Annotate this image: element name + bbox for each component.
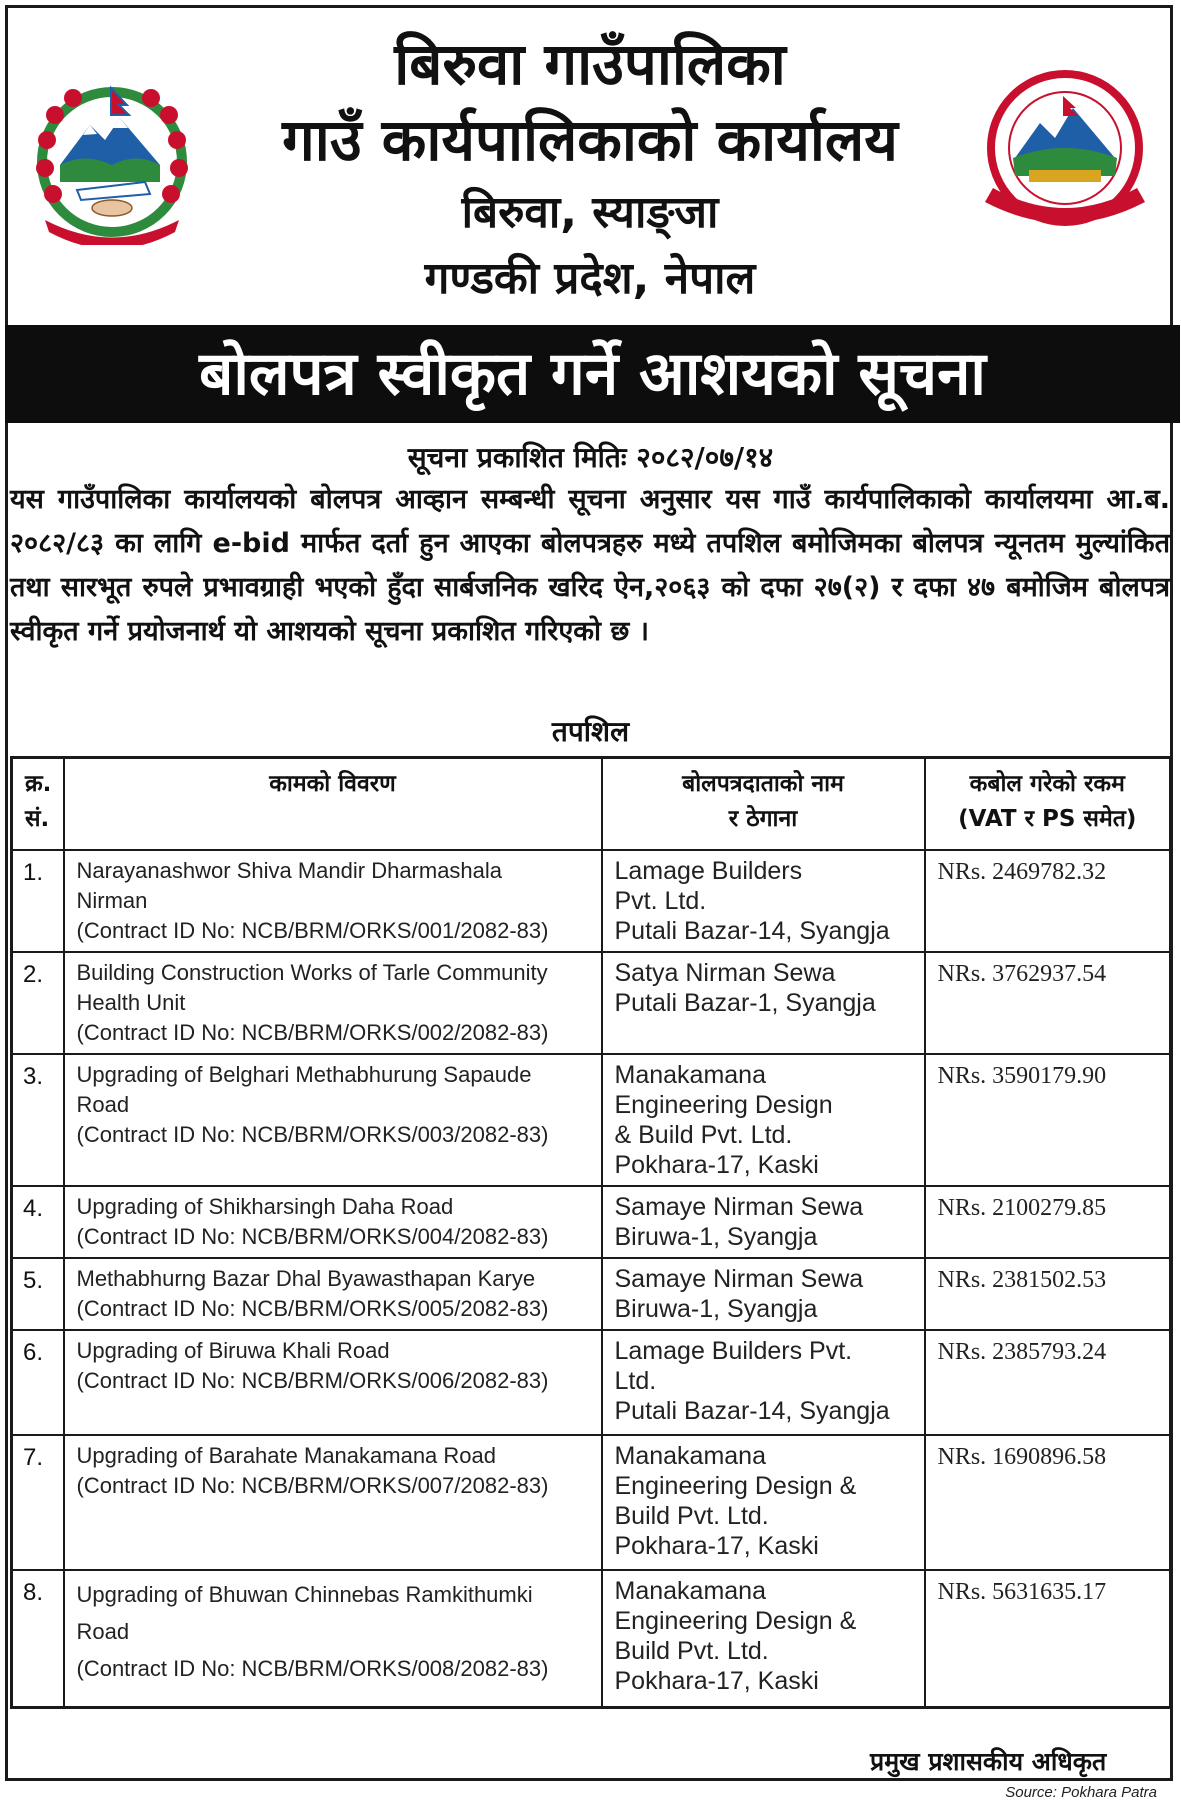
bidder-name-address: Satya Nirman Sewa Putali Bazar-1, Syangja <box>602 952 925 1054</box>
work-description: Upgrading of Barahate Manakamana Road (Contract ID No: NCB/BRM/ORKS/007/2082-83) <box>64 1435 602 1570</box>
table-row <box>12 1330 1171 1435</box>
work-description: Upgrading of Bhuwan Chinnebas Ramkithumki Road (Contract ID No: NCB/BRM/ORKS/008/2082-83) <box>64 1570 602 1707</box>
bidder-column-header: बोलपत्रदाताको नाम र ठेगाना <box>602 758 925 851</box>
bidder-name-address: Samaye Nirman Sewa Biruwa-1, Syangja <box>602 1258 925 1330</box>
bid-amount: NRs. 2469782.32 <box>925 850 1171 952</box>
work-description: Building Construction Works of Tarle Community Health Unit (Contract ID No: NCB/BRM/ORKS/002/2082-83) <box>64 952 602 1054</box>
bid-amount: NRs. 3590179.90 <box>925 1054 1171 1186</box>
row-number: 5. <box>12 1258 64 1330</box>
handshake <box>92 200 132 216</box>
signatory-title: प्रमुख प्रशासकीय अधिकृत <box>870 1747 1107 1776</box>
bid-amount: NRs. 2100279.85 <box>925 1186 1171 1258</box>
row-number: 4. <box>12 1186 64 1258</box>
province-country: गण्डकी प्रदेश, नेपाल <box>424 253 756 304</box>
row-number: 8. <box>12 1570 64 1707</box>
table-row <box>12 1435 1171 1570</box>
amount-column-header: कबोल गरेको रकम (VAT र PS समेत) <box>925 758 1171 851</box>
notice-body: यस गाउँपालिका कार्यालयको बोलपत्र आव्हान सम्बन्धी सूचना अनुसार यस गाउँ कार्यपालिकाको कार्यालयमा आ.ब. २०८२/८३ का लागि e-bid मार्फत दर्ता हुन आएका बोलपत्रहरु मध्ये तपशिल बमोजिमका बोलपत्र न्यूनतम मुल्यांकित तथा सारभूत रुपले प्रभावग्राही भएको हुँदा सार्बजनिक खरिद ऐन,२०६३ को दफा २७(२) र दफा ४७ बमोजिम बोलपत्र स्वीकृत गर्ने प्रयोजनार्थ यो आशयको सूचना प्रकाशित गरिएको छ । <box>10 484 1170 647</box>
table-row <box>12 1054 1171 1186</box>
bidder-name-address: Manakamana Engineering Design & Build Pvt. Ltd. Pokhara-17, Kaski <box>602 1435 925 1570</box>
table-row <box>12 850 1171 952</box>
biruwa-municipality-logo <box>985 68 1160 243</box>
bidder-name-address: Lamage Builders Pvt. Ltd. Putali Bazar-14, Syangja <box>602 1330 925 1435</box>
table-row <box>12 1258 1171 1330</box>
municipality-name: बिरुवा गाउँपालिका <box>394 30 786 98</box>
bid-amount: NRs. 2381502.53 <box>925 1258 1171 1330</box>
table-row <box>12 1570 1171 1707</box>
work-description-column-header: कामको विवरण <box>64 758 602 851</box>
source-credit: Source: Pokhara Patra <box>1005 1784 1157 1801</box>
notice-title-banner: बोलपत्र स्वीकृत गर्ने आशयको सूचना <box>5 325 1180 423</box>
nepal-coat-of-arms-emblem <box>25 70 200 245</box>
office-header <box>180 30 1000 304</box>
table-header-row <box>12 758 1171 851</box>
bidder-name-address: Manakamana Engineering Design & Build Pvt. Ltd. Pokhara-17, Kaski <box>602 1054 925 1186</box>
office-location: बिरुवा, स्याङ्जा <box>461 187 719 238</box>
publication-date: सूचना प्रकाशित मितिः २०८२/०७/१४ <box>407 441 774 474</box>
bid-amount: NRs. 2385793.24 <box>925 1330 1171 1435</box>
row-number: 2. <box>12 952 64 1054</box>
bidder-name-address: Lamage Builders Pvt. Ltd. Putali Bazar-14, Syangja <box>602 850 925 952</box>
table-row <box>12 952 1171 1054</box>
work-description: Methabhurng Bazar Dhal Byawasthapan Karye (Contract ID No: NCB/BRM/ORKS/005/2082-83) <box>64 1258 602 1330</box>
bidder-name-address: Manakamana Engineering Design & Build Pvt. Ltd. Pokhara-17, Kaski <box>602 1570 925 1707</box>
row-number: 1. <box>12 850 64 952</box>
work-description: Narayanashwor Shiva Mandir Dharmashala Nirman (Contract ID No: NCB/BRM/ORKS/001/2082-83) <box>64 850 602 952</box>
row-number: 6. <box>12 1330 64 1435</box>
bidder-name-address: Samaye Nirman Sewa Biruwa-1, Syangja <box>602 1186 925 1258</box>
work-description: Upgrading of Biruwa Khali Road (Contract ID No: NCB/BRM/ORKS/006/2082-83) <box>64 1330 602 1435</box>
office-name: गाउँ कार्यपालिकाको कार्यालय <box>282 106 898 174</box>
schedule-title: तपशिल <box>551 715 630 748</box>
contracts-table <box>10 756 1172 1709</box>
sn-column-header: क्र. सं. <box>12 758 64 851</box>
work-description: Upgrading of Belghari Methabhurung Sapaude Road (Contract ID No: NCB/BRM/ORKS/003/2082-83) <box>64 1054 602 1186</box>
bid-amount: NRs. 3762937.54 <box>925 952 1171 1054</box>
nepal-map-outline <box>77 182 150 200</box>
table-row <box>12 1186 1171 1258</box>
bid-amount: NRs. 1690896.58 <box>925 1435 1171 1570</box>
paddy-field <box>1029 170 1101 182</box>
row-number: 7. <box>12 1435 64 1570</box>
bid-amount: NRs. 5631635.17 <box>925 1570 1171 1707</box>
row-number: 3. <box>12 1054 64 1186</box>
work-description: Upgrading of Shikharsingh Daha Road (Contract ID No: NCB/BRM/ORKS/004/2082-83) <box>64 1186 602 1258</box>
himalaya-mountain <box>60 118 160 165</box>
